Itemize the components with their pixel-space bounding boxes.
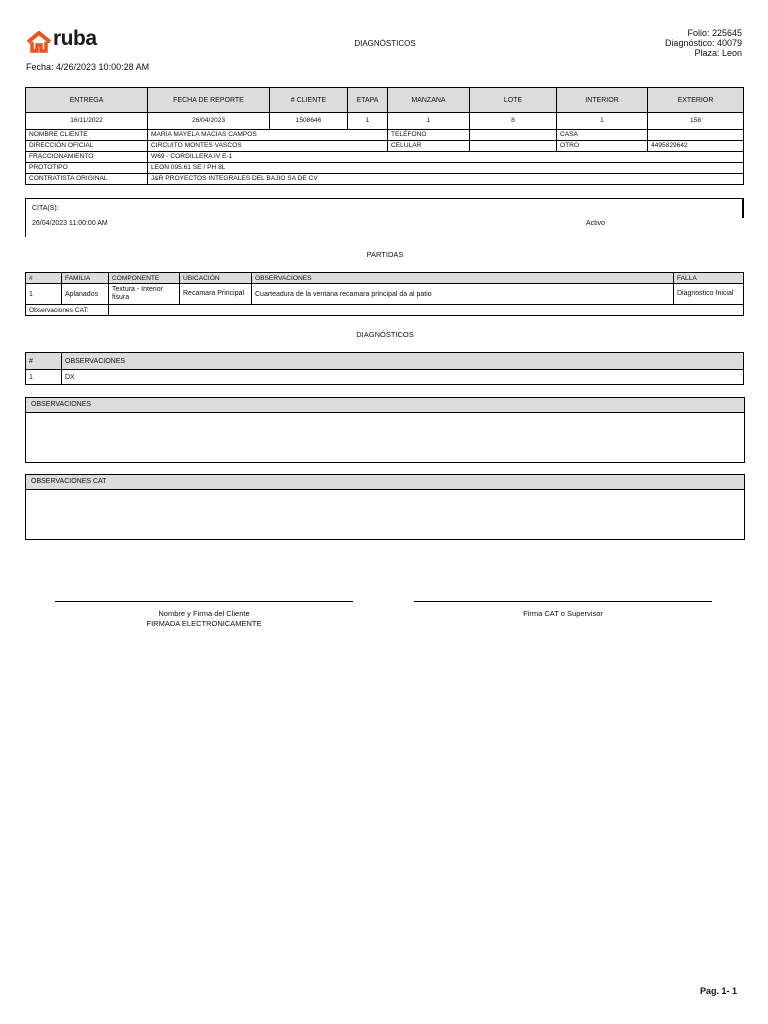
contratista-label: CONTRATISTA ORIGINAL [26, 174, 148, 185]
col-lote: LOTE [470, 88, 557, 113]
observaciones-box-label: OBSERVACIONES [26, 398, 744, 413]
cita-status: Activo [586, 220, 606, 227]
page-number: Pag. 1- 1 [699, 986, 737, 996]
client-signature-line [55, 601, 353, 602]
col-num: # [26, 353, 62, 370]
prototipo-value: LEON 095.61 SE / PH 8L [148, 163, 744, 174]
partidas-header-row [26, 273, 744, 284]
electronic-signature-note: FIRMADA ELECTRONICAMENTE [146, 619, 262, 628]
telefono-label: TELÉFONO [388, 130, 470, 141]
otro-label: OTRO [557, 141, 648, 152]
plaza-name: Plaza: Leon [694, 48, 742, 58]
observaciones-box [25, 397, 745, 463]
col-observaciones: OBSERVACIONES [252, 273, 674, 284]
observaciones-cat-box-label: OBSERVACIONES CAT [26, 475, 744, 490]
prototipo-row [26, 163, 744, 174]
observaciones-cat-box [25, 474, 745, 540]
contratista-row [26, 174, 744, 185]
manzana-value: 1 [388, 113, 470, 130]
partida-ubicacion: Recamara Principal [180, 284, 252, 305]
header-row [26, 88, 744, 113]
direccion-row [26, 141, 744, 152]
diagnosticos-title: DIAGNÓSTICOS [356, 330, 414, 339]
obs-cat-label: Observaciones CAT: [26, 305, 109, 316]
col-componente: COMPONENTE [109, 273, 180, 284]
supervisor-signature-line [414, 601, 712, 602]
direccion-label: DIRECCIÓN OFICIAL [26, 141, 148, 152]
client-signature-label: Nombre y Firma del Cliente [158, 609, 250, 618]
entrega-value: 16/11/2022 [26, 113, 148, 130]
supervisor-signature-label: Firma CAT o Supervisor [523, 609, 603, 618]
partida-observaciones: Cuarteadura de la ventana recamara principal da al patio [252, 284, 674, 305]
ruba-logo [26, 27, 106, 53]
cita-date: 26/04/2023 11:00:00 AM [32, 220, 108, 227]
cliente-value: 1508646 [270, 113, 348, 130]
fraccionamiento-value: W69 - CORDILLERA IV E-1 [148, 152, 744, 163]
report-date: Fecha: 4/26/2023 10:00:28 AM [26, 62, 150, 72]
partidas-title: PARTIDAS [366, 250, 404, 259]
contratista-value: J&R PROYECTOS INTEGRALES DEL BAJIO SA DE CV [148, 174, 744, 185]
nombre-label: NOMBRE CLIENTE [26, 130, 148, 141]
col-ubicacion: UBICACIÓN [180, 273, 252, 284]
otro-value: 4495829642 [648, 141, 744, 152]
partidas-table [25, 272, 744, 316]
fraccionamiento-row [26, 152, 744, 163]
fecha-reporte-value: 26/04/2023 [148, 113, 270, 130]
diagnosticos-table [25, 352, 744, 385]
cita-box [25, 198, 744, 237]
diagnostico-num: 1 [26, 370, 62, 385]
partida-familia: Aplanados [62, 284, 109, 305]
folio-number: Folio: 225645 [687, 28, 742, 38]
col-entrega: ENTREGA [26, 88, 148, 113]
casa-value [648, 130, 744, 141]
telefono-value [470, 130, 557, 141]
col-exterior: EXTERIOR [648, 88, 744, 113]
partida-falla: Diagnostico Inicial [674, 284, 744, 305]
house-logo-icon [26, 31, 52, 53]
col-cliente: # CLIENTE [270, 88, 348, 113]
celular-label: CELULAR [388, 141, 470, 152]
direccion-value: CIRCUITO MONTES VASCOS [148, 141, 388, 152]
col-fecha-reporte: FECHA DE REPORTE [148, 88, 270, 113]
fraccionamiento-label: FRACCIONAMIENTO [26, 152, 148, 163]
diagnostico-obs: DX [62, 370, 744, 385]
col-interior: INTERIOR [557, 88, 648, 113]
partida-componente: Textura - Interior fisura [109, 284, 180, 305]
client-info-table [25, 87, 744, 185]
interior-value: 1 [557, 113, 648, 130]
folio-block [665, 28, 742, 58]
nombre-row [26, 130, 744, 141]
obs-cat-row [26, 305, 744, 316]
lote-value: 8 [470, 113, 557, 130]
nombre-value: MARIA MAYELA MACIAS CAMPOS [148, 130, 388, 141]
col-manzana: MANZANA [388, 88, 470, 113]
etapa-value: 1 [348, 113, 388, 130]
supervisor-signature-caption [414, 609, 712, 619]
diagnosticos-header-row [26, 353, 744, 370]
celular-value [470, 141, 557, 152]
values-row [26, 113, 744, 130]
col-observaciones: OBSERVACIONES [62, 353, 744, 370]
obs-cat-value [109, 305, 744, 316]
table-row [26, 370, 744, 385]
diagnostico-number: Diagnóstico: 40079 [664, 38, 742, 48]
table-row [26, 284, 744, 305]
col-familia: FAMILIA [62, 273, 109, 284]
document-title: DIAGNÓSTICOS [354, 39, 416, 48]
logo-text: ruba [53, 27, 97, 50]
col-etapa: ETAPA [348, 88, 388, 113]
prototipo-label: PROTOTIPO [26, 163, 148, 174]
cita-label: CITA(S): [32, 205, 59, 212]
client-signature-caption [55, 609, 353, 629]
partida-num: 1 [26, 284, 62, 305]
col-num: # [26, 273, 62, 284]
col-falla: FALLA [674, 273, 744, 284]
casa-label: CASA [557, 130, 648, 141]
exterior-value: 158 [648, 113, 744, 130]
